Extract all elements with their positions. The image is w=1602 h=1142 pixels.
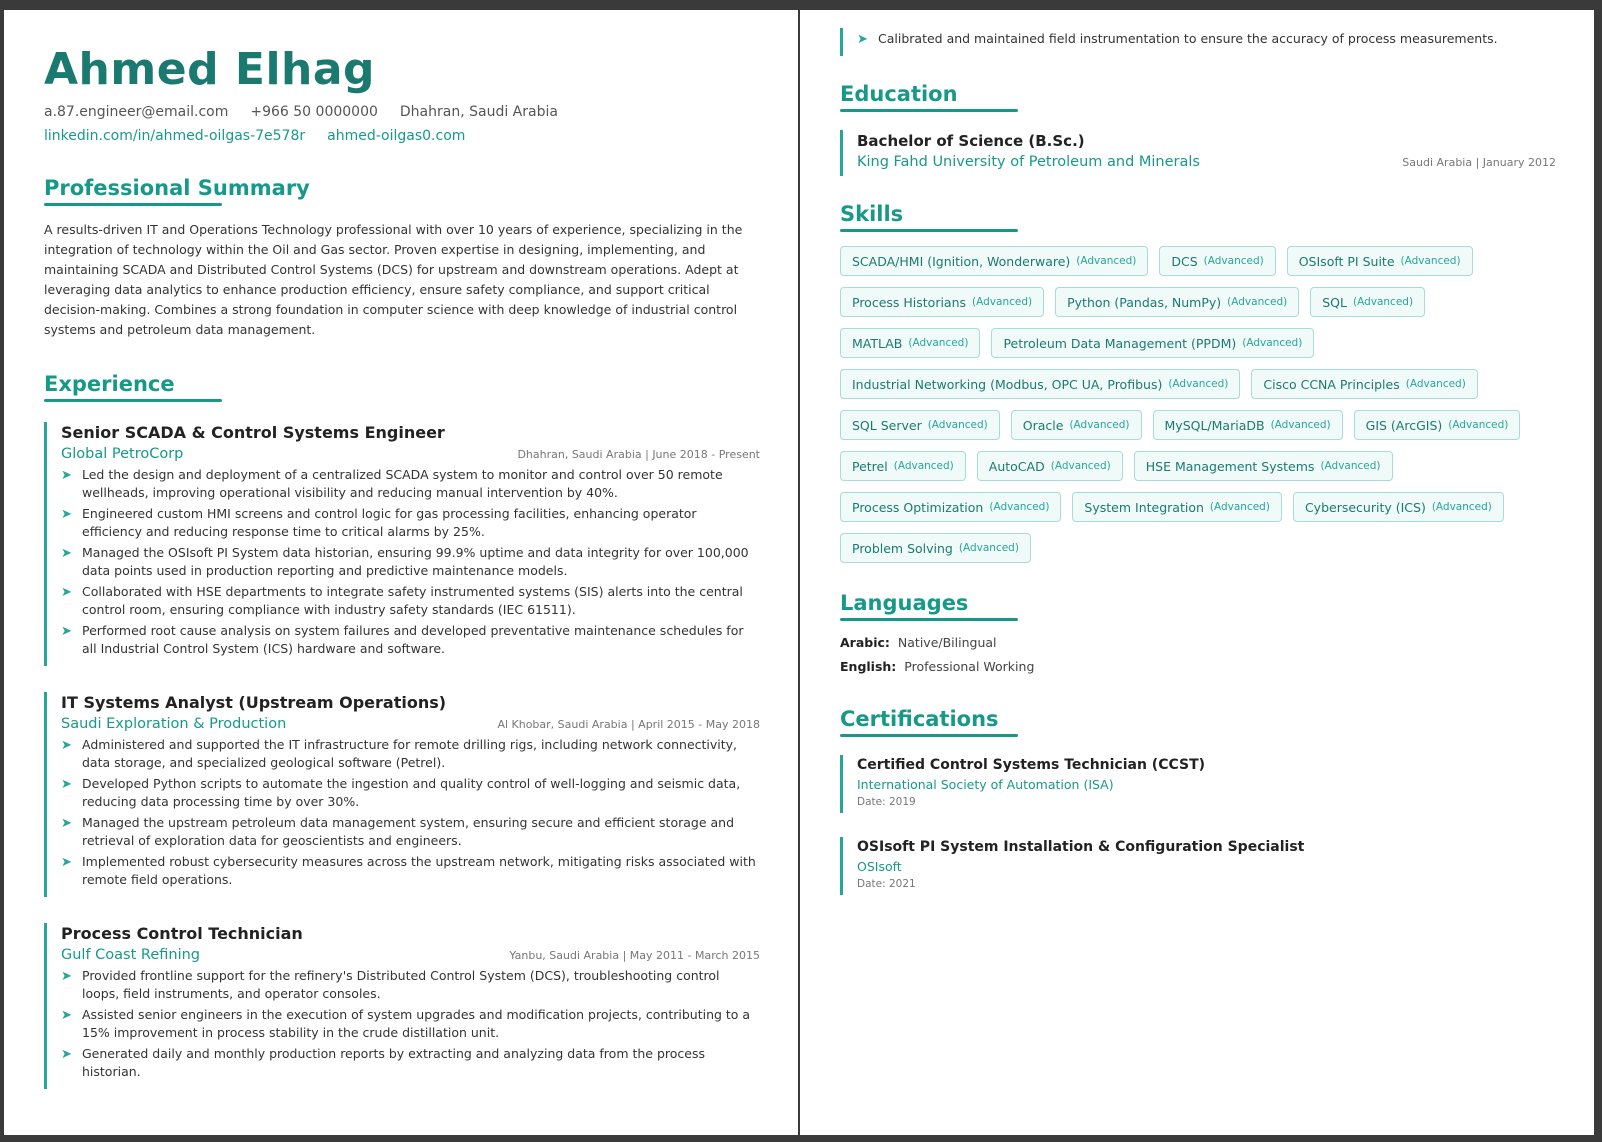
summary-text: A results-driven IT and Operations Technology professional with over 10 years of experience, specializing in the integration of technology within the Oil and Gas sector. Proven expertise in designing, implementing, and maintaining SCADA and Distributed Control Systems (DCS) for upstream and downstream operations. Adept at leveraging data analytics to enhance production efficiency, ensure safety compliance, and support critical decision-making. Combines a strong foundation in computer science with deep knowledge of industrial control systems and petroleum data management. <box>44 222 743 337</box>
skill-name: Oracle <box>1022 417 1064 433</box>
skill-chip <box>1072 492 1282 522</box>
skill-name: DCS <box>1171 253 1198 269</box>
education-meta: Saudi Arabia | January 2012 <box>1402 156 1556 169</box>
skill-chip <box>1011 410 1142 440</box>
skill-chip <box>1287 246 1473 276</box>
arrow-icon: ➤ <box>61 468 72 483</box>
skill-chip <box>840 451 966 481</box>
arrow-icon: ➤ <box>61 546 72 561</box>
arrow-icon: ➤ <box>61 855 72 870</box>
arrow-icon: ➤ <box>61 1047 72 1062</box>
bullet-item: ➤ Collaborated with HSE departments to integrate safety instrumented systems (SIS) alerts into the central control room, ensuring compliance with industry safety standards (IEC 61511). <box>61 584 743 617</box>
skill-chip <box>840 287 1044 317</box>
skill-chip <box>1293 492 1504 522</box>
skill-chip <box>1251 369 1477 399</box>
cert-date: Date: 2021 <box>857 878 916 890</box>
skill-name: OSIsoft PI Suite <box>1298 253 1395 269</box>
bullet-item: ➤ Implemented robust cybersecurity measures across the upstream network, mitigating risks associated with remote field operations. <box>61 854 756 887</box>
skill-level: (Advanced) <box>1320 460 1381 472</box>
bullet-item: ➤ Performed root cause analysis on system failures and developed preventative maintenance schedules for all Industrial Control System (ICS) hardware and software. <box>61 623 744 656</box>
continued-job-bullet <box>840 28 1556 56</box>
skill-name: Problem Solving <box>852 540 953 556</box>
education-entry <box>840 130 1556 176</box>
skill-level: (Advanced) <box>989 501 1050 513</box>
skill-name: Petrel <box>852 458 888 474</box>
skill-chip <box>1153 410 1343 440</box>
skill-chip <box>991 328 1314 358</box>
email[interactable]: a.87.engineer@email.com <box>44 104 229 120</box>
arrow-icon: ➤ <box>61 585 72 600</box>
cert-org: OSIsoft <box>857 859 902 874</box>
skill-chip <box>1354 410 1521 440</box>
bullet-item: ➤ Calibrated and maintained field instrumentation to ensure the accuracy of process measurements. <box>857 30 1556 50</box>
skill-name: Industrial Networking (Modbus, OPC UA, Profibus) <box>852 376 1163 392</box>
contact-info <box>44 104 760 120</box>
skill-name: SQL <box>1322 294 1347 310</box>
bullet-item: ➤ Engineered custom HMI screens and control logic for gas processing facilities, enhancing operator efficiency and reducing response time to critical alarms by 25%. <box>61 506 697 539</box>
bullet-item: ➤ Assisted senior engineers in the execution of system upgrades and modification projects, contributing to a 15% improvement in process stability in the crude distillation unit. <box>61 1007 751 1040</box>
skill-level: (Advanced) <box>972 296 1033 308</box>
job-meta: Al Khobar, Saudi Arabia | April 2015 - May 2018 <box>497 718 760 731</box>
arrow-icon: ➤ <box>61 624 72 639</box>
skill-chip <box>840 369 1240 399</box>
language-label: Arabic: <box>840 635 890 650</box>
skill-name: MySQL/MariaDB <box>1164 417 1265 433</box>
phone: +966 50 0000000 <box>250 104 378 120</box>
cert-date: Date: 2019 <box>857 796 916 808</box>
skill-chip <box>840 492 1061 522</box>
section-title-certifications: Certifications <box>840 707 999 735</box>
linkedin-link[interactable]: linkedin.com/in/ahmed-oilgas-7e578r <box>44 128 306 144</box>
arrow-icon: ➤ <box>61 1008 72 1023</box>
skill-level: (Advanced) <box>958 542 1019 554</box>
skill-name: GIS (ArcGIS) <box>1365 417 1443 433</box>
company-name: Global PetroCorp <box>61 446 184 462</box>
skill-name: System Integration <box>1084 499 1204 515</box>
bullet-item: ➤ Managed the OSIsoft PI System data historian, ensuring 99.9% uptime and data integrity for over 100,000 data points used in production reporting and predictive maintenance models. <box>61 545 749 578</box>
job-meta: Yanbu, Saudi Arabia | May 2011 - March 2015 <box>509 949 760 962</box>
bullet-item: ➤ Developed Python scripts to automate the ingestion and quality control of well-logging and seismic data, reducing data processing time by over 30%. <box>61 776 741 809</box>
website-link[interactable]: ahmed-oilgas0.com <box>327 128 466 144</box>
bullet-item: ➤ Led the design and deployment of a centralized SCADA system to monitor and control over 50 remote wellheads, improving operational visibility and reducing manual intervention by 40%. <box>61 467 723 500</box>
arrow-icon: ➤ <box>61 969 72 984</box>
skill-chip <box>840 328 980 358</box>
skill-level: (Advanced) <box>893 460 954 472</box>
skill-level: (Advanced) <box>1227 296 1288 308</box>
job-entry <box>44 422 760 666</box>
skill-name: Python (Pandas, NumPy) <box>1067 294 1222 310</box>
company-name: Gulf Coast Refining <box>61 947 200 963</box>
skill-level: (Advanced) <box>1069 419 1130 431</box>
cert-org: International Society of Automation (ISA) <box>857 777 1114 792</box>
language-label: English: <box>840 659 897 674</box>
arrow-icon: ➤ <box>61 777 72 792</box>
section-title-languages: Languages <box>840 591 968 619</box>
skill-level: (Advanced) <box>1270 419 1331 431</box>
skill-level: (Advanced) <box>1168 378 1229 390</box>
skill-level: (Advanced) <box>1352 296 1414 308</box>
location: Dhahran, Saudi Arabia <box>399 104 558 120</box>
job-bullets <box>61 967 760 1081</box>
bullet-item: ➤ Administered and supported the IT infrastructure for remote drilling rigs, including network connectivity, data storage, and specialized geological software (Petrel). <box>61 737 738 770</box>
skill-name: SCADA/HMI (Ignition, Wonderware) <box>852 253 1071 269</box>
resume-page-2 <box>800 10 1594 1135</box>
arrow-icon: ➤ <box>61 738 72 753</box>
skill-name: Process Optimization <box>852 499 984 515</box>
degree: Bachelor of Science (B.Sc.) <box>857 132 1085 150</box>
job-title: Senior SCADA & Control Systems Engineer <box>61 423 445 442</box>
skill-name: Cisco CCNA Principles <box>1263 376 1400 392</box>
skill-name: Cybersecurity (ICS) <box>1304 499 1426 515</box>
resume-page-1 <box>4 10 798 1135</box>
job-meta: Dhahran, Saudi Arabia | June 2018 - Present <box>517 448 760 461</box>
cert-title: Certified Control Systems Technician (CCST) <box>857 757 1206 773</box>
skill-name: MATLAB <box>852 335 903 351</box>
language-item <box>840 631 1556 655</box>
bullet-item: ➤ Generated daily and monthly production reports by extracting and analyzing data from the process historian. <box>61 1046 705 1079</box>
language-item <box>840 655 1556 679</box>
company-name: Saudi Exploration & Production <box>61 716 287 732</box>
profile-links <box>44 128 760 144</box>
skill-chip <box>840 410 1000 440</box>
skill-chip <box>1055 287 1299 317</box>
skill-level: (Advanced) <box>927 419 988 431</box>
skill-name: Process Historians <box>852 294 967 310</box>
skill-chip <box>1134 451 1393 481</box>
section-title-education: Education <box>840 82 958 110</box>
languages-section <box>840 591 1556 679</box>
bullet-item: ➤ Managed the upstream petroleum data management system, ensuring secure and efficient storage and retrieval of exploration data for geoscientists and engineers. <box>61 815 735 848</box>
skill-chip <box>1310 287 1425 317</box>
arrow-icon: ➤ <box>857 32 868 47</box>
skills-list <box>840 246 1550 563</box>
experience-section <box>44 372 760 1089</box>
skill-level: (Advanced) <box>1209 501 1270 513</box>
skill-chip <box>840 246 1148 276</box>
education-section <box>840 82 1556 176</box>
bullet-item: ➤ Provided frontline support for the refinery's Distributed Control System (DCS), troubleshooting control loops, field instruments, and operator consoles. <box>61 968 720 1001</box>
section-title-summary: Professional Summary <box>44 176 310 204</box>
arrow-icon: ➤ <box>61 507 72 522</box>
skill-level: (Advanced) <box>1448 419 1509 431</box>
job-title: IT Systems Analyst (Upstream Operations) <box>61 693 447 712</box>
skill-name: SQL Server <box>852 417 922 433</box>
language-level: Native/Bilingual <box>897 635 997 650</box>
skill-name: AutoCAD <box>988 458 1045 474</box>
skill-level: (Advanced) <box>1431 501 1492 513</box>
skills-section <box>840 202 1556 563</box>
job-title: Process Control Technician <box>61 924 303 943</box>
job-bullets <box>61 736 760 889</box>
skill-chip <box>977 451 1123 481</box>
cert-title: OSIsoft PI System Installation & Configuration Specialist <box>857 839 1305 855</box>
summary-section <box>44 176 760 340</box>
job-entry <box>44 923 760 1089</box>
job-bullets <box>61 466 760 658</box>
skill-chip <box>840 533 1031 563</box>
section-title-skills: Skills <box>840 202 903 230</box>
section-title-experience: Experience <box>44 372 175 400</box>
skill-level: (Advanced) <box>1405 378 1466 390</box>
skill-level: (Advanced) <box>1050 460 1111 472</box>
skill-name: HSE Management Systems <box>1145 458 1315 474</box>
skill-level: (Advanced) <box>908 337 969 349</box>
skill-level: (Advanced) <box>1242 337 1303 349</box>
language-level: Professional Working <box>904 659 1035 674</box>
certification-entry <box>840 837 1556 895</box>
skill-chip <box>1159 246 1275 276</box>
skill-level: (Advanced) <box>1076 255 1137 267</box>
candidate-name: Ahmed Elhag <box>44 44 376 95</box>
skill-name: Petroleum Data Management (PPDM) <box>1003 335 1237 351</box>
school-name: King Fahd University of Petroleum and Minerals <box>857 154 1200 170</box>
certification-entry <box>840 755 1556 813</box>
certifications-section <box>840 707 1556 895</box>
skill-level: (Advanced) <box>1203 255 1264 267</box>
skill-level: (Advanced) <box>1400 255 1461 267</box>
arrow-icon: ➤ <box>61 816 72 831</box>
job-entry <box>44 692 760 897</box>
